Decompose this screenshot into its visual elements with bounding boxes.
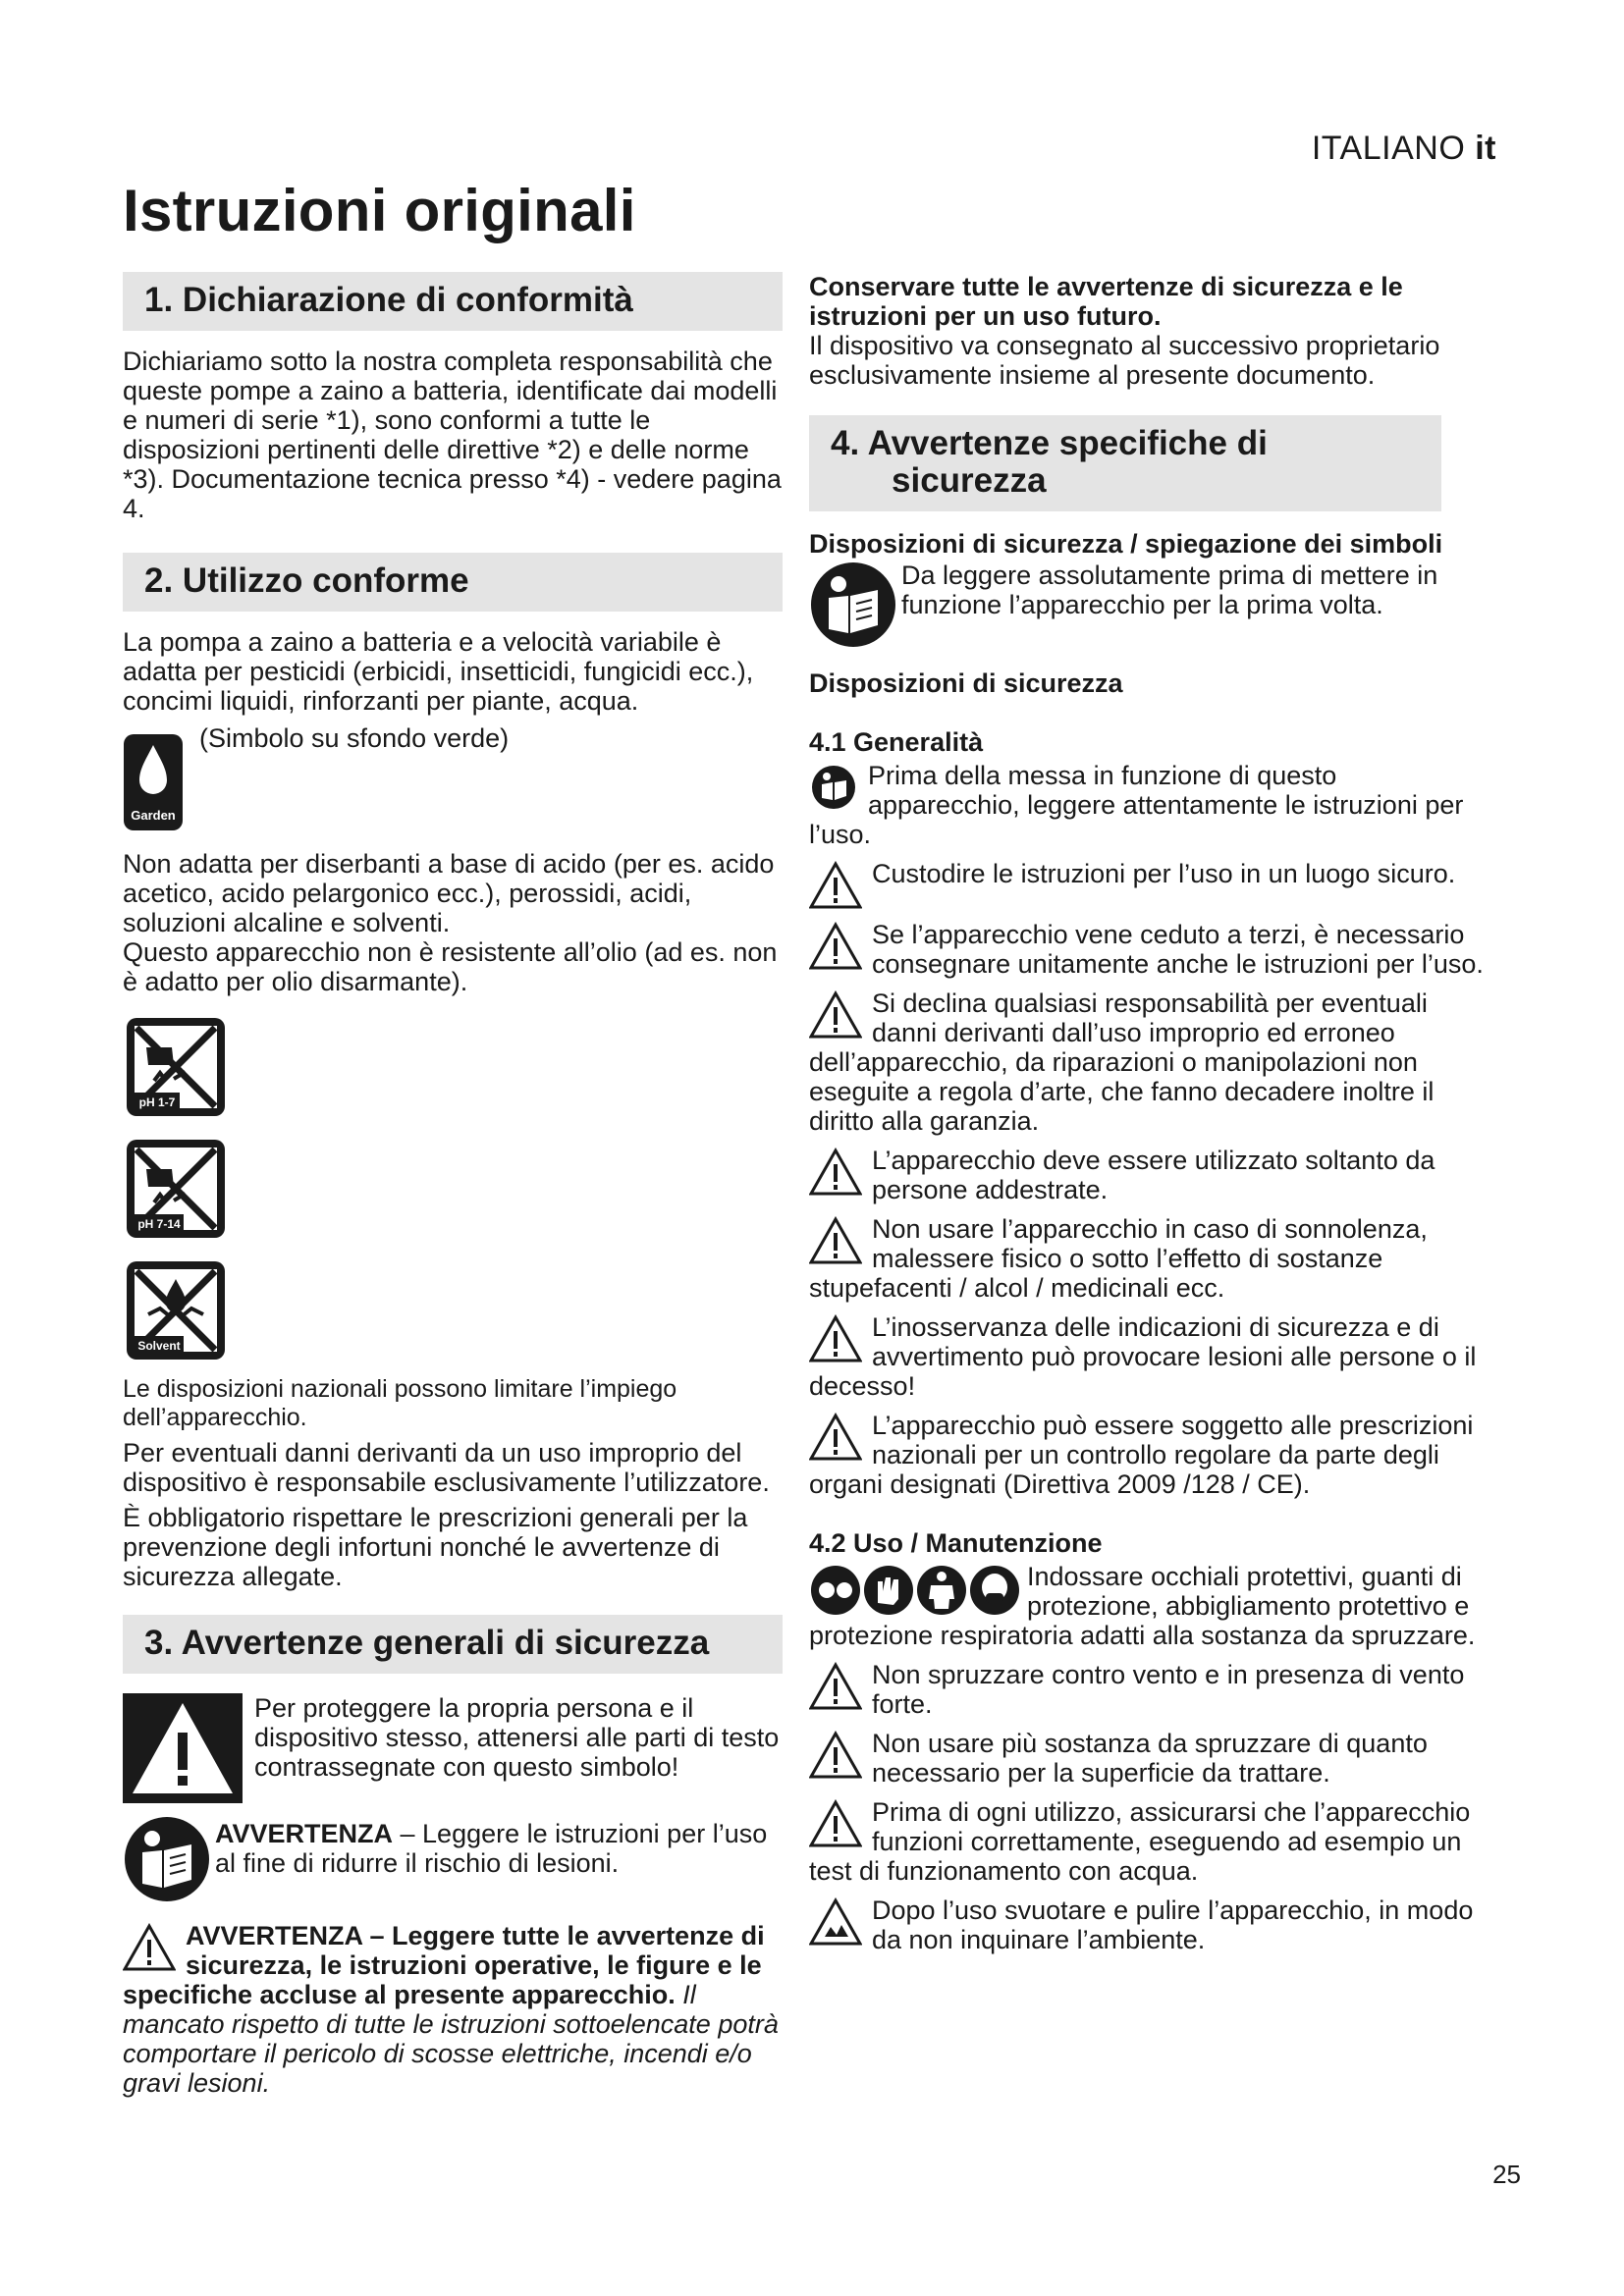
general-item: [809, 1411, 1487, 1499]
general-item-text: L’inosservanza delle indicazioni di sicurezza e di avvertimento può provocare lesioni alle persone o il decesso!: [809, 1312, 1477, 1401]
obligation-text: È obbligatorio rispettare le prescrizioni generali per la prevenzione degli infortuni nonché le avvertenze di sicurezza allegate.: [123, 1503, 748, 1591]
read-manual-icon: [809, 561, 897, 649]
general-item-text: Custodire le istruzioni per l’uso in un luogo sicuro.: [872, 859, 1456, 888]
general-item: [809, 920, 1487, 979]
warning-triangle-icon: [809, 1148, 862, 1197]
no-acid-ph1-7-icon: [125, 1016, 783, 1118]
safety-symbols-subheading: Disposizioni di sicurezza / spiegazione dei simboli: [809, 529, 1443, 559]
solvent-label: Solvent: [137, 1339, 181, 1353]
use-item-text: Indossare occhiali protettivi, guanti di protezione, abbigliamento protettivo e protezione respiratoria adatti alla sostanza da spruzzare.: [809, 1562, 1476, 1650]
read-first-text: Da leggere assolutamente prima di mettere in funzione l’apparecchio per la prima volta.: [901, 561, 1438, 619]
general-item-text: Se l’apparecchio vene ceduto a terzi, è necessario consegnare unitamente anche le istruzioni per l’uso.: [872, 920, 1484, 979]
warning-label: AVVERTENZA: [215, 1819, 394, 1848]
national-regulations-text: Le disposizioni nazionali possono limitare l’impiego dell’apparecchio.: [123, 1375, 677, 1431]
general-item: [809, 988, 1487, 1136]
use-item: [809, 1729, 1487, 1788]
use-maintenance-heading: 4.2 Uso / Manutenzione: [809, 1528, 1103, 1558]
section-2-heading: 2. Utilizzo conforme: [123, 553, 783, 612]
general-item: [809, 859, 1487, 910]
warning-triangle-icon: [809, 1314, 862, 1363]
left-column: [123, 272, 783, 2098]
use-item-text: Non spruzzare contro vento e in presenza di vento forte.: [872, 1660, 1465, 1719]
general-item-text: Prima della messa in funzione di questo apparecchio, leggere attentamente le istruzioni per l’uso.: [809, 761, 1464, 849]
prohibited-icons: [123, 1016, 783, 1362]
warning-all-italic: Il mancato rispetto di tutte le istruzioni sottoelencate potrà comportare il pericolo di scosse elettriche, incendi e/o gravi lesioni.: [123, 1980, 779, 2098]
read-manual-icon: [123, 1815, 211, 1903]
protective-clothing-icon: [917, 1566, 966, 1615]
warning-all-bold: AVVERTENZA – Leggere tutte le avvertenze di sicurezza, le istruzioni operative, le figure e le specifiche accluse al presente apparecchio.: [123, 1921, 765, 2009]
read-first-row: [809, 561, 1487, 649]
warning-all-block: [123, 1921, 783, 2098]
keep-instructions-bold: Conservare tutte le avvertenze di sicurezza e le istruzioni per un uso futuro.: [809, 272, 1403, 331]
language-label: [1312, 130, 1496, 168]
section-4-heading-line1: 4. Avvertenze specifiche di: [831, 424, 1268, 462]
liability-text: Per eventuali danni derivanti da un uso improprio del dispositivo è responsabile esclusivamente l’utilizzatore.: [123, 1438, 770, 1497]
warning-triangle-icon: [809, 1216, 862, 1265]
no-alkaline-ph7-14-icon: [125, 1138, 783, 1240]
ppe-icons: [809, 1564, 1021, 1617]
not-suitable-text: Non adatta per diserbanti a base di acido (per es. acido acetico, acido pelargonico ecc.), perossidi, acidi, soluzioni alcaline e solventi.: [123, 849, 775, 937]
warning-triangle-icon: [123, 1923, 176, 1972]
section-4-heading: [809, 415, 1441, 511]
garden-label: Garden: [131, 808, 176, 823]
warning-symbol-row: [123, 1693, 783, 1803]
warning-triangle-icon: [809, 861, 862, 910]
general-heading: 4.1 Generalità: [809, 727, 984, 757]
right-column: [809, 272, 1487, 1954]
symbol-note: (Simbolo su sfondo verde): [199, 723, 510, 753]
language-name: ITALIANO: [1311, 130, 1466, 167]
read-manual-row: [123, 1815, 783, 1903]
use-item-text: Prima di ogni utilizzo, assicurarsi che l’apparecchio funzioni correttamente, eseguendo ad esempio un test di funzionamento con acqua.: [809, 1797, 1471, 1886]
gloves-icon: [864, 1566, 913, 1615]
warning-triangle-icon: [809, 990, 862, 1040]
safety-provisions-subheading: Disposizioni di sicurezza: [809, 668, 1123, 698]
general-item-text: L’apparecchio può essere soggetto alle prescrizioni nazionali per un controllo regolare da parte degli organi designati (Direttiva 2009 /128 / CE).: [809, 1411, 1474, 1499]
oil-note: Questo apparecchio non è resistente all’olio (ad es. non è adatto per olio disarmante).: [123, 937, 778, 996]
use-item-text: Dopo l’uso svuotare e pulire l’apparecchio, in modo da non inquinare l’ambiente.: [872, 1896, 1474, 1954]
declaration-text: Dichiariamo sotto la nostra completa responsabilità che queste pompe a zaino a batteria, identificate dai modelli e numeri di serie *1), sono conformi a tutte le disposizioni pertinenti delle direttive *2) e delle norme *3). Documentazione tecnica presso *4) - vedere pagina 4.: [123, 347, 782, 523]
goggles-icon: [811, 1566, 860, 1615]
intended-use-text: La pompa a zaino a batteria e a velocità variabile è adatta per pesticidi (erbicidi, insetticidi, fungicidi ecc.), concimi liquidi, rinforzanti per piante, acqua.: [123, 627, 754, 716]
garden-drop-icon: [123, 733, 184, 831]
warning-triangle-icon: [809, 1799, 862, 1848]
use-item: [809, 1896, 1487, 1954]
garden-symbol-row: [123, 723, 783, 831]
warning-triangle-icon: [809, 1662, 862, 1711]
protect-text: Per proteggere la propria persona e il dispositivo stesso, attenersi alle parti di testo contrassegnate con questo simbolo!: [254, 1693, 780, 1782]
use-item: [809, 1797, 1487, 1886]
section-3-heading: 3. Avvertenze generali di sicurezza: [123, 1615, 783, 1674]
general-item-text: Non usare l’apparecchio in caso di sonnolenza, malessere fisico o sotto l’effetto di sostanze stupefacenti / alcol / medicinali ecc.: [809, 1214, 1428, 1303]
ph7-14-label: pH 7-14: [137, 1217, 181, 1231]
general-item-text: L’apparecchio deve essere utilizzato soltanto da persone addestrate.: [872, 1146, 1435, 1204]
warning-triangle-icon: [809, 1731, 862, 1780]
general-item: [809, 761, 1487, 849]
ppe-item: [809, 1562, 1487, 1650]
general-item-text: Si declina qualsiasi responsabilità per eventuali danni derivanti dall’uso improprio ed erroneo dell’apparecchio, da riparazioni o manipolazioni non eseguite a regola d’arte, che fanno decadere inoltre il diritto alla garanzia.: [809, 988, 1435, 1136]
use-item: [809, 1660, 1487, 1719]
environment-warning-icon: [809, 1897, 862, 1947]
general-item: [809, 1312, 1487, 1401]
ph1-7-label: pH 1-7: [138, 1095, 176, 1109]
section-4-heading-line2: sicurezza: [892, 461, 1047, 500]
no-solvent-icon: [125, 1259, 783, 1362]
general-item: [809, 1146, 1487, 1204]
warning-triangle-icon: [809, 1413, 862, 1462]
keep-instructions-text: Il dispositivo va consegnato al successivo proprietario esclusivamente insieme al presente documento.: [809, 331, 1440, 390]
page-title: Istruzioni originali: [123, 178, 636, 243]
read-manual-small-icon: [809, 763, 858, 812]
page-number: 25: [1492, 2160, 1521, 2189]
large-warning-icon: [123, 1693, 243, 1803]
warning-triangle-icon: [809, 922, 862, 971]
respirator-icon: [970, 1566, 1019, 1615]
section-1-heading: 1. Dichiarazione di conformità: [123, 272, 783, 331]
warning-read-instructions: [215, 1819, 783, 1878]
warning-read-rest: – Leggere le istruzioni per l’uso al fine di ridurre il rischio di lesioni.: [215, 1819, 768, 1878]
use-item-text: Non usare più sostanza da spruzzare di quanto necessario per la superficie da trattare.: [872, 1729, 1428, 1788]
general-item: [809, 1214, 1487, 1303]
language-code: it: [1475, 130, 1496, 167]
